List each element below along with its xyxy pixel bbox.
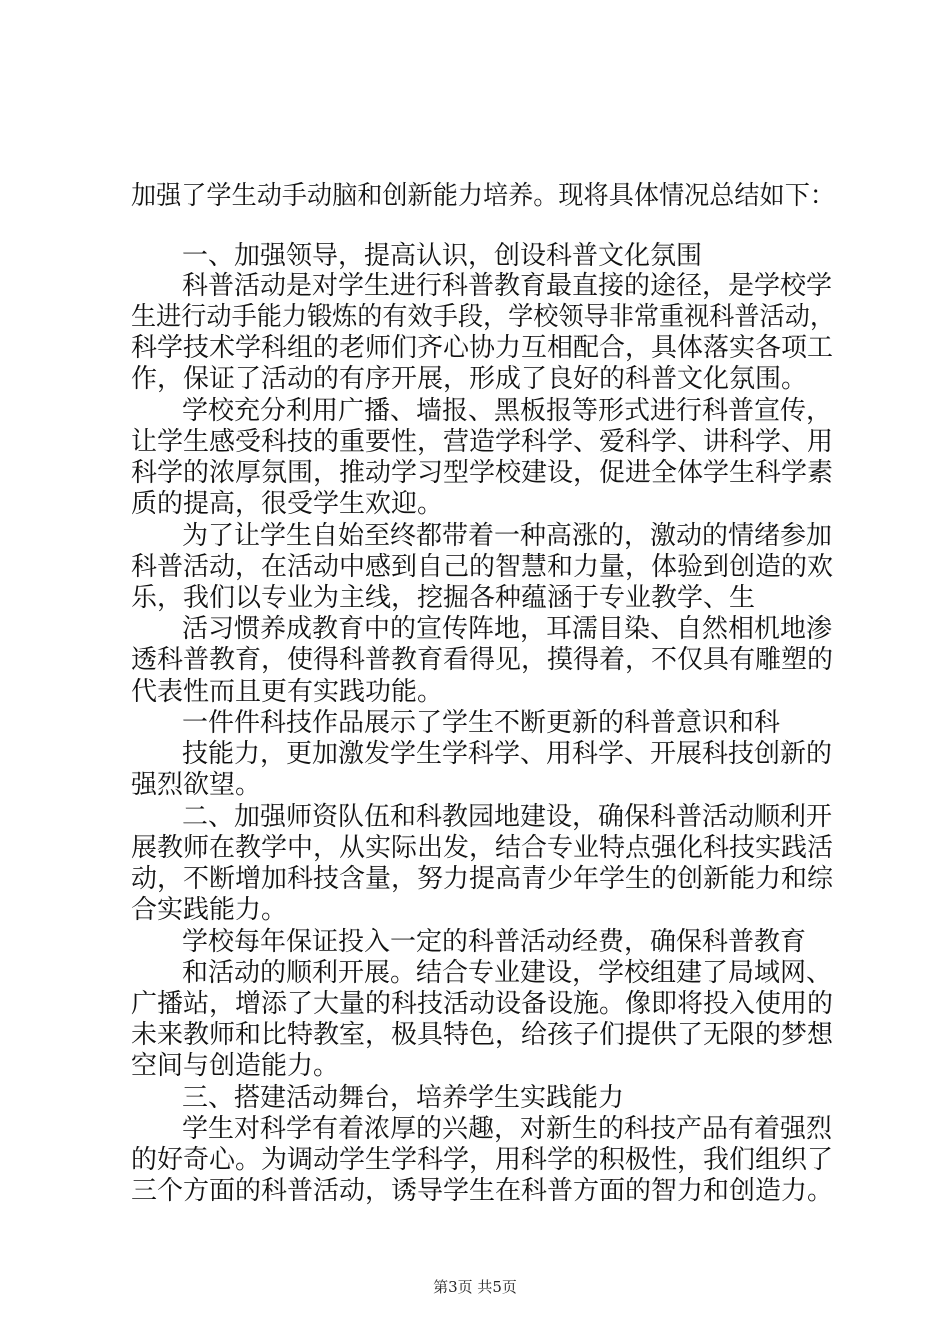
text-line: 未来教师和比特教室，极具特色，给孩子们提供了无限的梦想 [131,1020,834,1050]
text-line: 的好奇心。为调动学生学科学，用科学的积极性，我们组织了 [131,1145,834,1175]
section-heading: 三、搭建活动舞台，培养学生实践能力 [182,1083,625,1113]
text-line: 为了让学生自始至终都带着一种高涨的，激动的情绪参加 [182,521,833,551]
text-line: 生进行动手能力锻炼的有效手段，学校领导非常重视科普活动， [131,302,835,332]
text-line: 加强了学生动手动脑和创新能力培养。现将具体情况总结如下： [131,181,835,211]
text-line: 空间与创造能力。 [131,1051,340,1081]
text-line: 透科普教育，使得科普教育看得见，摸得着，不仅具有雕塑的 [131,645,834,675]
page-number-footer: 第3页 共5页 [433,1278,517,1296]
text-line: 展教师在教学中，从实际出发，结合专业特点强化科技实践活 [131,833,834,863]
text-line: 活习惯养成教育中的宣传阵地，耳濡目染、自然相机地渗 [182,614,833,644]
text-line: 乐，我们以专业为主线，挖掘各种蕴涵于专业教学、生 [131,583,756,613]
section-heading: 二、加强师资队伍和科教园地建设，确保科普活动顺利开 [182,802,833,832]
text-line: 学校充分利用广播、墙报、黑板报等形式进行科普宣传， [182,396,833,426]
text-line: 三个方面的科普活动，诱导学生在科普方面的智力和创造力。 [131,1176,834,1206]
text-line: 让学生感受科技的重要性，营造学科学、爱科学、讲科学、用 [131,427,834,457]
text-line: 质的提高，很受学生欢迎。 [131,489,444,519]
text-line: 科普活动是对学生进行科普教育最直接的途径，是学校学 [182,271,833,301]
section-heading: 一、加强领导，提高认识，创设科普文化氛围 [182,241,703,271]
text-line: 强烈欲望。 [131,770,262,800]
text-line: 一件件科技作品展示了学生不断更新的科普意识和科 [182,708,781,738]
text-line: 学生对科学有着浓厚的兴趣，对新生的科技产品有着强烈 [182,1114,833,1144]
text-line: 技能力，更加激发学生学科学、用科学、开展科技创新的 [182,739,833,769]
text-line: 动，不断增加科技含量，努力提高青少年学生的创新能力和综 [131,864,834,894]
text-line: 代表性而且更有实践功能。 [131,677,444,707]
text-line: 和活动的顺利开展。结合专业建设，学校组建了局域网、 [182,958,833,988]
text-line: 科学的浓厚氛围，推动学习型学校建设，促进全体学生科学素 [131,458,834,488]
text-line: 作，保证了活动的有序开展，形成了良好的科普文化氛围。 [131,364,808,394]
text-line: 学校每年保证投入一定的科普活动经费，确保科普教育 [182,927,807,957]
text-line: 合实践能力。 [131,895,288,925]
text-line: 科学技术学科组的老师们齐心协力互相配合，具体落实各项工 [131,333,834,363]
text-line: 广播站，增添了大量的科技活动设备设施。像即将投入使用的 [131,989,834,1019]
text-line: 科普活动，在活动中感到自己的智慧和力量，体验到创造的欢 [131,552,834,582]
